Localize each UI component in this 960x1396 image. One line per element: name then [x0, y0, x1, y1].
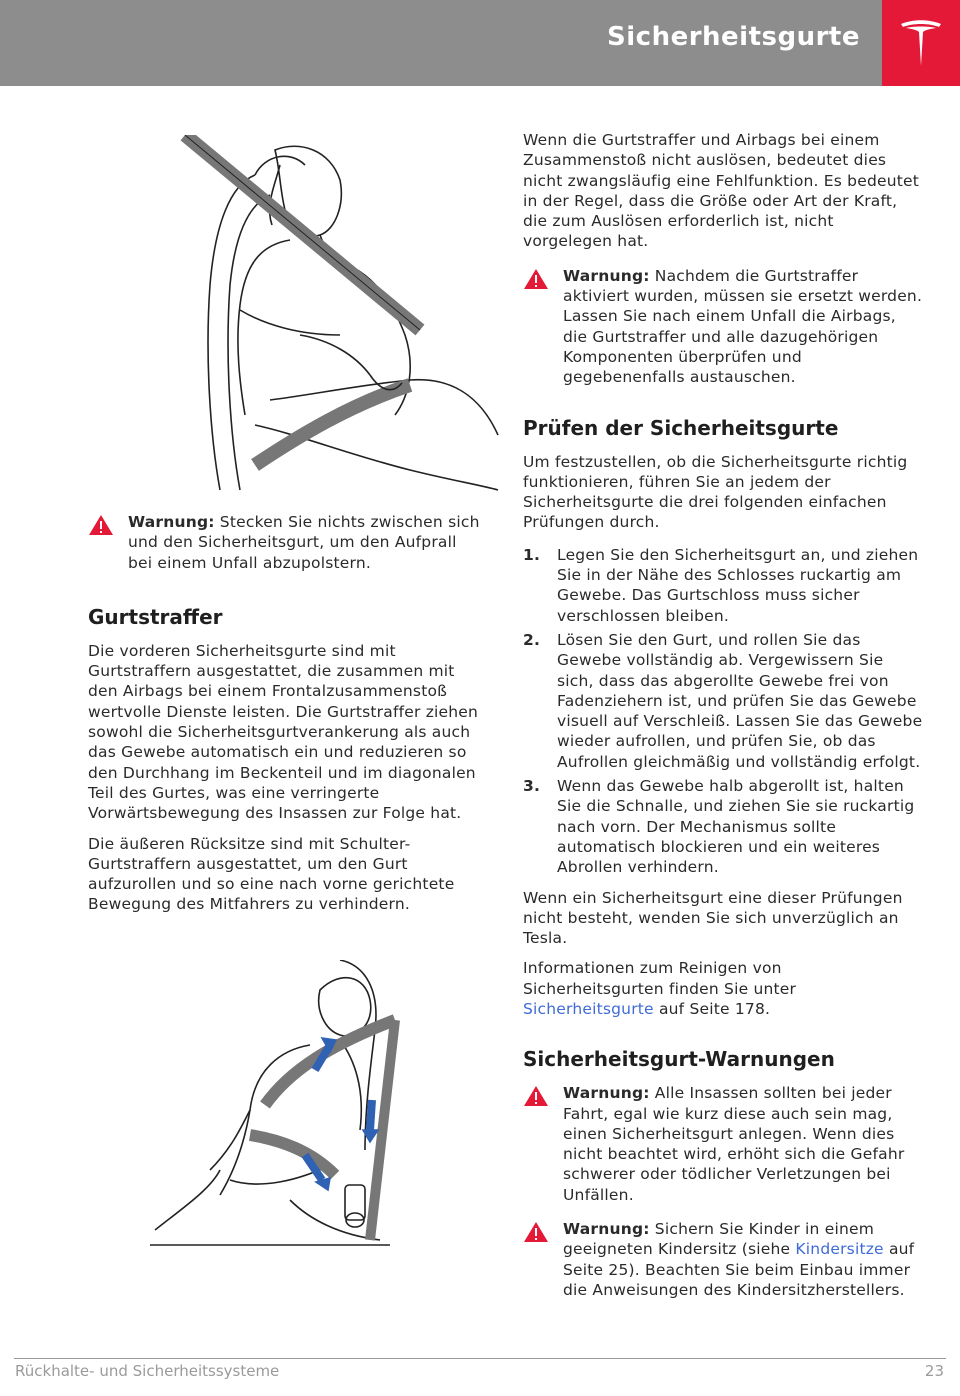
paragraph-cleaning-info	[523, 958, 923, 1019]
step-number: 1.	[523, 545, 541, 564]
step-text: Wenn das Gewebe halb abgerollt ist, halten Sie die Schnalle, und ziehen Sie sie ruckartig nach vorn. Der Mechanismus sollte automatisch blockieren und ein weiteres Abrollen verhindern.	[557, 777, 915, 877]
warning-label: Warnung:	[563, 1220, 650, 1239]
pregnant-passenger-illustration	[180, 135, 500, 495]
footer-section-name: Rückhalte- und Sicherheitssysteme	[15, 1362, 280, 1380]
list-item	[523, 776, 923, 877]
warning-cushion	[88, 512, 480, 573]
belt-pretensioner-illustration	[140, 960, 450, 1250]
warning-child-seat	[523, 1219, 923, 1300]
link-sicherheitsgurte[interactable]: Sicherheitsgurte	[523, 999, 654, 1018]
warning-label: Warnung:	[563, 1084, 650, 1103]
info-prefix: Informationen zum Reinigen von Sicherheitsgurten finden Sie unter	[523, 959, 797, 998]
info-suffix: auf Seite 178.	[658, 999, 771, 1018]
warning-wear-belt	[523, 1083, 923, 1205]
paragraph: Wenn die Gurtstraffer und Airbags bei einem Zusammenstoß nicht auslösen, bedeutet dies nicht zwangsläufig eine Fehlfunktion. Es bedeutet in der Regel, dass die Größe oder Art der Kraft, die zum Auslösen erforderlich ist, nicht vorgelegen hat.	[523, 131, 920, 251]
warning-text: Stecken Sie nichts zwischen sich und den Sicherheitsgurt, um den Aufprall bei einem Unfall abzupolstern.	[128, 513, 480, 572]
warning-text: Nachdem die Gurtstraffer aktiviert wurden, müssen sie ersetzt werden. Lassen Sie nach einem Unfall die Airbags, die Gurtstraffer und alle dazugehörigen Komponenten überprüfen und gegebenenfalls austauschen.	[563, 266, 923, 387]
brand-logo	[882, 0, 960, 86]
step-text: Legen Sie den Sicherheitsgurt an, und ziehen Sie in der Nähe des Schlosses ruckartig am Gewebe. Das Gurtschloss muss sicher verschlossen bleiben.	[557, 545, 919, 625]
warning-label: Warnung:	[128, 513, 215, 531]
step-text: Lösen Sie den Gurt, und rollen Sie das Gewebe vollständig ab. Vergewissern Sie sich, dass das abgerollte Gewebe frei von Fadenziehern ist, und prüfen Sie das Gewebe visuell auf Verschleiß. Lassen Sie das Gewebe wieder aufrollen, und prüfen Sie, ob das Aufrollen gleichmäßig und vollständig erfolgt.	[557, 630, 923, 771]
tesla-logo-icon	[899, 18, 943, 68]
list-item	[523, 545, 923, 626]
step-number: 3.	[523, 777, 541, 796]
warning-triangle-icon	[523, 268, 549, 290]
warning-label: Warnung:	[563, 266, 650, 285]
section-title-gurtstraffer: Gurtstraffer	[88, 604, 223, 629]
warning-triangle-icon	[88, 514, 114, 536]
warning-triangle-icon	[523, 1085, 549, 1107]
section-title-warnungen: Sicherheitsgurt-Warnungen	[523, 1047, 835, 1072]
footer-divider	[14, 1358, 946, 1359]
warning-text: Alle Insassen sollten bei jeder Fahrt, egal wie kurz diese auch sein mag, einen Sicherheitsgurt anlegen. Wenn dies nicht beachtet wird, erhöht sich die Gefahr schwerer oder tödlicher Verletzungen bei Unfällen.	[563, 1084, 905, 1204]
step-number: 2.	[523, 630, 541, 649]
paragraph: Um festzustellen, ob die Sicherheitsgurte richtig funktionieren, führen Sie an jedem der Sicherheitsgurte die drei folgenden einfachen Prüfungen durch.	[523, 452, 908, 532]
page-title: Sicherheitsgurte	[607, 22, 860, 52]
paragraph: Wenn ein Sicherheitsgurt eine dieser Prüfungen nicht besteht, wenden Sie sich unverzüglich an Tesla.	[523, 888, 903, 948]
warning-text: auf Seite 25). Beachten Sie beim Einbau immer die Anweisungen des Kindersitzherstellers.	[563, 1240, 915, 1299]
warning-replace-pretensioner	[523, 266, 923, 388]
page-header	[0, 0, 960, 86]
paragraph: Die äußeren Rücksitze sind mit Schulter-Gurtstraffern ausgestattet, um den Gurt aufzurollen und so eine nach vorne gerichtete Bewegung des Mitfahrers zu verhindern.	[88, 834, 455, 914]
warning-triangle-icon	[523, 1221, 549, 1243]
check-steps-list	[523, 545, 923, 878]
paragraph: Die vorderen Sicherheitsgurte sind mit Gurtstraffern ausgestattet, die zusammen mit den Airbags bei einem Frontalzusammenstoß wertvolle Dienste leisten. Die Gurtstraffer ziehen sowohl die Sicherheitsgurtverankerung als auch das Gewebe automatisch ein und reduzieren so den Durchhang im Beckenteil und im diagonalen Teil des Gurtes, was eine verringerte Vorwärtsbewegung des Insassen zur Folge hat.	[88, 641, 479, 823]
list-item	[523, 630, 923, 772]
section-title-pruefen: Prüfen der Sicherheitsgurte	[523, 415, 839, 440]
link-kindersitze[interactable]: Kindersitze	[795, 1240, 884, 1259]
warning-text: Sichern Sie Kinder in einem geeigneten Kindersitz (siehe	[563, 1220, 875, 1259]
page-number: 23	[924, 1362, 944, 1380]
left-column	[88, 512, 480, 925]
right-column	[523, 130, 923, 1300]
